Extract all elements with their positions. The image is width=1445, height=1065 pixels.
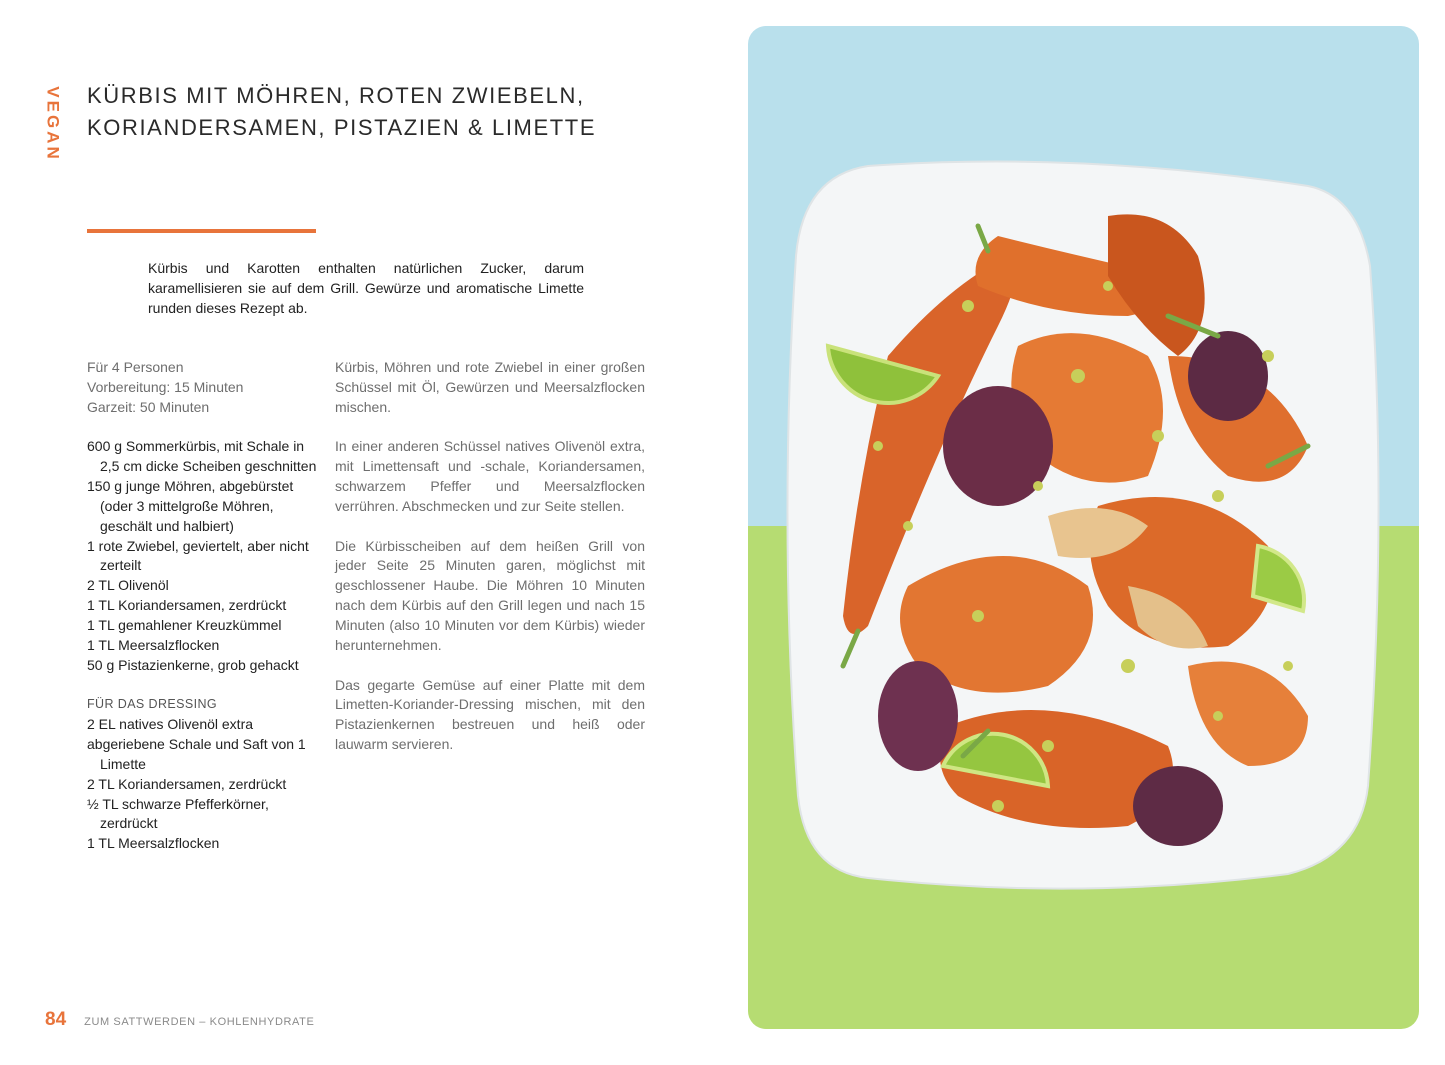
dressing-item: 2 EL natives Olivenöl extra bbox=[87, 716, 254, 733]
ingredient-item: 50 g Pistazienkerne, grob gehackt bbox=[87, 656, 299, 673]
ingredient-item: 600 g Sommerkürbis, mit Schale in 2,5 cm dicke Scheiben geschnitten bbox=[87, 438, 317, 475]
method-step: Kürbis, Möhren und rote Zwiebel in einer großen Schüssel mit Öl, Gewürzen und Meersalzflocken mischen. bbox=[335, 359, 645, 415]
method-step: In einer anderen Schüssel natives Olivenöl extra, mit Limettensaft und -schale, Koriandersamen, schwarzem Pfeffer und Meersalzflocken verrühren. Abschmecken und zur Seite stellen. bbox=[335, 438, 645, 514]
recipe-meta bbox=[87, 358, 327, 418]
vegan-tag-label: VEGAN bbox=[44, 86, 63, 162]
dish-photo bbox=[748, 26, 1419, 1029]
ingredients-column bbox=[87, 358, 327, 854]
recipe-title bbox=[87, 80, 687, 144]
method-step: Die Kürbisscheiben auf dem heißen Grill von jeder Seite 25 Minuten garen, möglichst mit geschlossener Haube. Die Möhren 10 Minuten nach dem Kürbis auf den Grill legen und nach 15 Minuten (also 10 Minuten vor dem Kürbis) wieder herunternehmen. bbox=[335, 537, 645, 653]
servings: Für 4 Personen bbox=[87, 359, 184, 375]
page-footer bbox=[45, 1009, 314, 1031]
title-divider bbox=[87, 229, 316, 233]
method-column bbox=[335, 358, 645, 775]
recipe-title-line-1: KÜRBIS MIT MÖHREN, ROTEN ZWIEBELN, bbox=[87, 83, 585, 108]
ingredient-list bbox=[87, 437, 327, 675]
dressing-item: ½ TL schwarze Pfefferkörner, zerdrückt bbox=[87, 795, 269, 832]
prep-time: Vorbereitung: 15 Minuten bbox=[87, 378, 244, 395]
recipe-title-line-2: KORIANDERSAMEN, PISTAZIEN & LIMETTE bbox=[87, 115, 597, 140]
recipe-intro: Kürbis und Karotten enthalten natürlichen Zucker, darum karamellisieren sie auf dem Grill. Gewürze und aromatische Limette runden dieses Rezept ab. bbox=[148, 260, 584, 316]
ingredient-item: 1 rote Zwiebel, geviertelt, aber nicht zerteilt bbox=[87, 537, 309, 574]
dish-illustration bbox=[748, 26, 1419, 1029]
dressing-list bbox=[87, 715, 327, 854]
ingredient-item: 150 g junge Möhren, abgebürstet (oder 3 mittelgroße Möhren, geschält und halbiert) bbox=[87, 478, 294, 534]
ingredient-item: 1 TL Meersalzflocken bbox=[87, 636, 220, 653]
dressing-item: 2 TL Koriandersamen, zerdrückt bbox=[87, 775, 287, 792]
dressing-item: 1 TL Meersalzflocken bbox=[87, 835, 220, 852]
dressing-item: abgeriebene Schale und Saft von 1 Limette bbox=[87, 736, 306, 772]
section-name: ZUM SATTWERDEN – KOHLENHYDRATE bbox=[84, 1016, 315, 1028]
method-step: Das gegarte Gemüse auf einer Platte mit dem Limetten-Koriander-Dressing mischen, mit den Pistazienkernen bestreuen und heiß oder lauwarm servieren. bbox=[335, 676, 645, 753]
cook-time: Garzeit: 50 Minuten bbox=[87, 398, 210, 415]
ingredient-item: 1 TL gemahlener Kreuzkümmel bbox=[87, 616, 282, 633]
ingredient-item: 1 TL Koriandersamen, zerdrückt bbox=[87, 597, 287, 614]
dressing-heading: FÜR DAS DRESSING bbox=[87, 697, 218, 712]
page-number: 84 bbox=[45, 1009, 67, 1030]
ingredient-item: 2 TL Olivenöl bbox=[87, 577, 169, 594]
vegan-tag bbox=[40, 86, 66, 162]
